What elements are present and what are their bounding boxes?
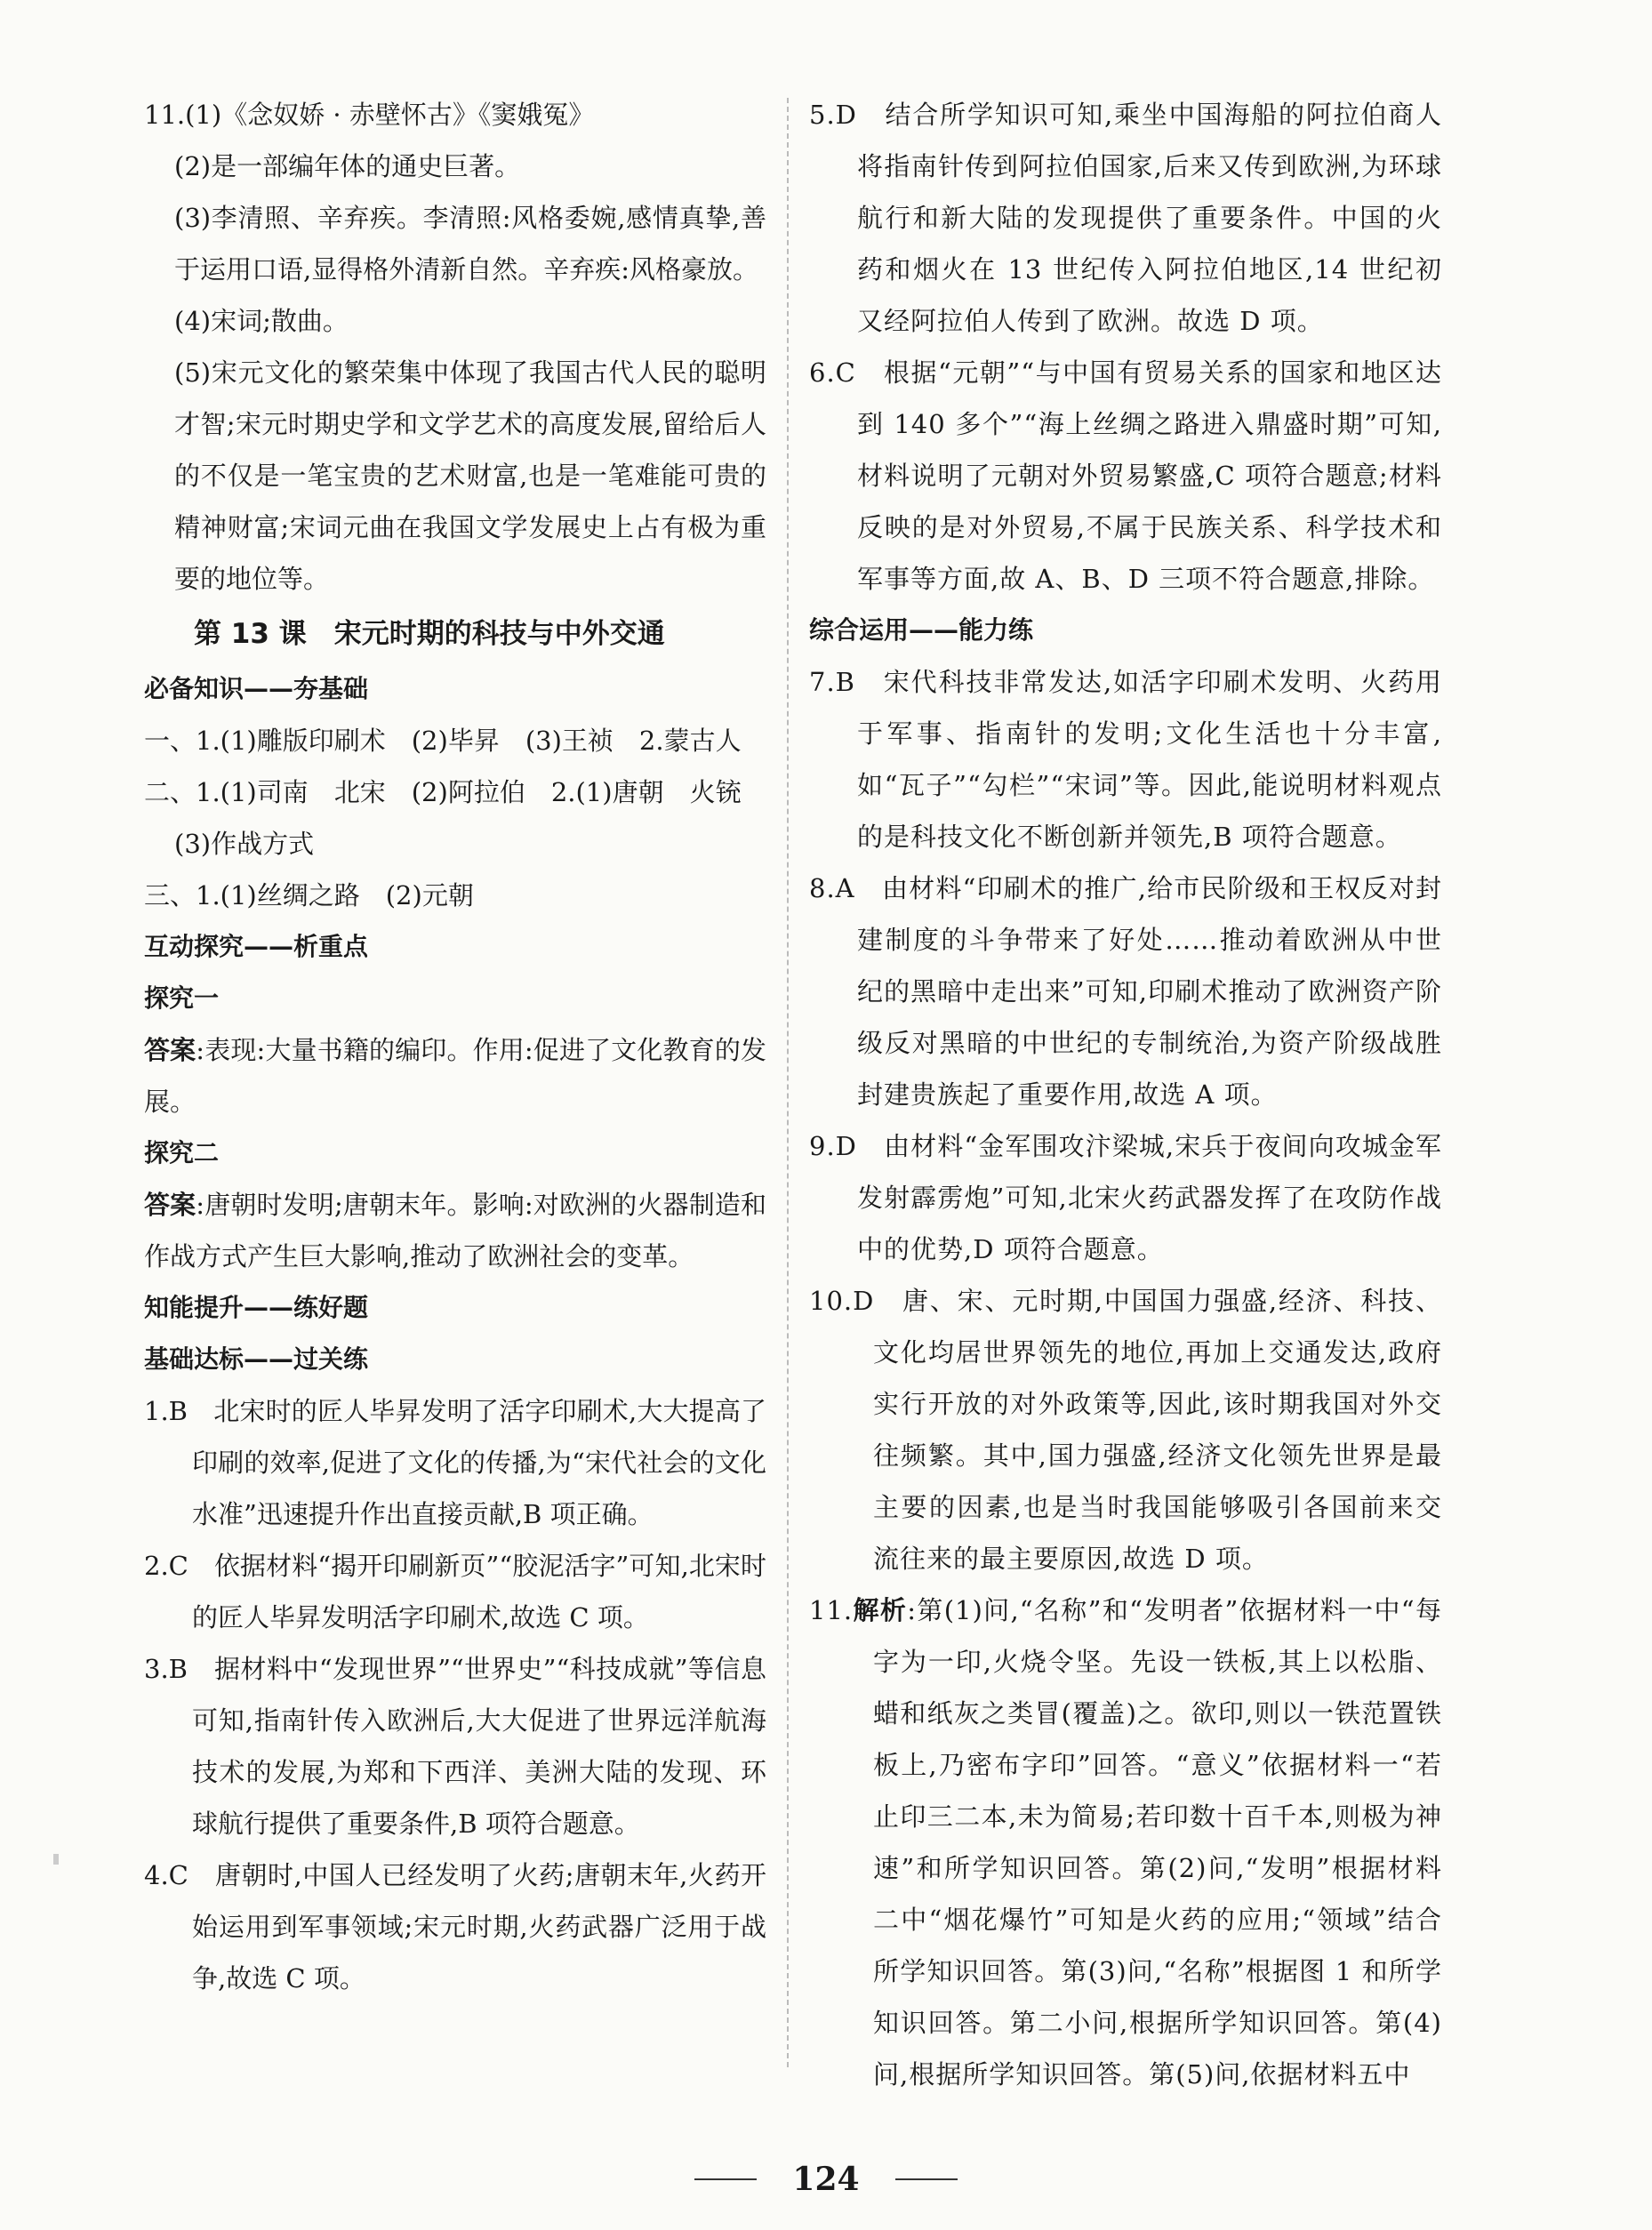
analysis-label: 解析 bbox=[853, 1595, 908, 1625]
tanjiu-2-answer bbox=[144, 1179, 766, 1282]
q11-line1: 11.(1)《念奴娇 · 赤壁怀古》《窦娥冤》 bbox=[144, 100, 595, 130]
answer-label: 答案 bbox=[144, 1190, 196, 1220]
section-heading-bixu: 必备知识——夯基础 bbox=[144, 674, 369, 703]
right-column bbox=[809, 89, 1442, 2100]
question-5: 5.D 结合所学知识可知,乘坐中国海船的阿拉伯商人将指南针传到阿拉伯国家,后来又传到欧洲,为环球航行和新大陆的发现提供了重要条件。中国的火药和烟火在 13 世纪传入阿拉伯地区,14 世纪初又经阿拉伯人传到了欧洲。故选 D 项。 bbox=[809, 100, 1442, 336]
footer-rule-left bbox=[694, 2178, 757, 2180]
question-11-analysis bbox=[809, 1584, 1442, 2100]
q11-part2: (2)是一部编年体的通史巨著。 bbox=[174, 151, 521, 181]
q11-part4: (4)宋词;散曲。 bbox=[174, 306, 349, 336]
question-8: 8.A 由材料“印刷术的推广,给市民阶级和王权反对封建制度的斗争带来了好处……推动着欧洲从中世纪的黑暗中走出来”可知,印刷术推动了欧洲资产阶级反对黑暗的中世纪的专制统治,为资产阶级战胜封建贵族起了重要作用,故选 A 项。 bbox=[809, 873, 1442, 1110]
question-7: 7.B 宋代科技非常发达,如活字印刷术发明、火药用于军事、指南针的发明;文化生活也十分丰富,如“瓦子”“勾栏”“宋词”等。因此,能说明材料观点的是科技文化不断创新并领先,B 项符合题意。 bbox=[809, 667, 1442, 852]
question-4: 4.C 唐朝时,中国人已经发明了火药;唐朝末年,火药开始运用到军事领域;宋元时期,火药武器广泛用于战争,故选 C 项。 bbox=[144, 1860, 766, 1993]
answer-label: 答案 bbox=[144, 1035, 196, 1065]
q11-part5: (5)宋元文化的繁荣集中体现了我国古代人民的聪明才智;宋元时期史学和文学艺术的高度发展,留给后人的不仅是一笔宝贵的艺术财富,也是一笔难能可贵的精神财富;宋词元曲在我国文学发展史上占有极为重要的地位等。 bbox=[174, 357, 766, 594]
answer-er-cont: (3)作战方式 bbox=[174, 829, 315, 859]
tanjiu-2-text: :唐朝时发明;唐朝末年。影响:对欧洲的火器制造和作战方式产生巨大影响,推动了欧洲社会的变革。 bbox=[144, 1190, 766, 1271]
q11-part3: (3)李清照、辛弃疾。李清照:风格委婉,感情真挚,善于运用口语,显得格外清新自然。辛弃疾:风格豪放。 bbox=[174, 203, 766, 285]
section-heading-jichu: 基础达标——过关练 bbox=[144, 1344, 369, 1374]
tanjiu-1-text: :表现:大量书籍的编印。作用:促进了文化教育的发展。 bbox=[144, 1035, 766, 1117]
question-10: 10.D 唐、宋、元时期,中国国力强盛,经济、科技、文化均居世界领先的地位,再加上交通发达,政府实行开放的对外政策等,因此,该时期我国对外交往频繁。其中,国力强盛,经济文化领先世界是最主要的因素,也是当时我国能够吸引各国前来交流往来的最主要原因,故选 D 项。 bbox=[809, 1286, 1442, 1574]
section-heading-zonghe: 综合运用——能力练 bbox=[809, 615, 1034, 645]
question-3: 3.B 据材料中“发现世界”“世界史”“科技成就”等信息可知,指南针传入欧洲后,大大促进了世界远洋航海技术的发展,为郑和下西洋、美洲大陆的发现、环球航行提供了重要条件,B 项符合题意。 bbox=[144, 1654, 766, 1839]
column-divider bbox=[787, 98, 789, 2067]
tanjiu-1-heading: 探究一 bbox=[144, 983, 220, 1013]
question-1: 1.B 北宋时的匠人毕昇发明了活字印刷术,大大提高了印刷的效率,促进了文化的传播,为“宋代社会的文化水准”迅速提升作出直接贡献,B 项正确。 bbox=[144, 1396, 766, 1529]
page-number: 124 bbox=[792, 2161, 860, 2198]
left-column bbox=[144, 89, 766, 2004]
tanjiu-1-answer bbox=[144, 1024, 766, 1127]
question-6: 6.C 根据“元朝”“与中国有贸易关系的国家和地区达到 140 多个”“海上丝绸之路进入鼎盛时期”可知,材料说明了元朝对外贸易繁盛,C 项符合题意;材料反映的是对外贸易,不属于民族关系、科学技术和军事等方面,故 A、B、D 三项不符合题意,排除。 bbox=[809, 357, 1442, 594]
answer-er: 二、1.(1)司南 北宋 (2)阿拉伯 2.(1)唐朝 火铳 bbox=[144, 777, 742, 807]
section-heading-zhineng: 知能提升——练好题 bbox=[144, 1293, 369, 1322]
q11-analysis-text: :第(1)问,“名称”和“发明者”依据材料一中“每字为一印,火烧令坚。先设一铁板,其上以松脂、蜡和纸灰之类冒(覆盖)之。欲印,则以一铁范置铁板上,乃密布字印”回答。“意义”依据材料一“若止印三二本,未为简易;若印数十百千本,则极为神速”和所学知识回答。第(2)问,“发明”根据材料二中“烟花爆竹”可知是火药的应用;“领域”结合所学知识回答。第(3)问,“名称”根据图 1 和所学知识回答。第二小问,根据所学知识回答。第(4)问,根据所学知识回答。第(5)问,依据材料五中 bbox=[873, 1595, 1442, 2090]
question-2: 2.C 依据材料“揭开印刷新页”“胶泥活字”可知,北宋时的匠人毕昇发明活字印刷术,故选 C 项。 bbox=[144, 1551, 766, 1632]
answer-yi: 一、1.(1)雕版印刷术 (2)毕昇 (3)王祯 2.蒙古人 bbox=[144, 726, 742, 756]
answer-san: 三、1.(1)丝绸之路 (2)元朝 bbox=[144, 880, 474, 910]
lesson-title: 第 13 课 宋元时期的科技与中外交通 bbox=[194, 618, 665, 650]
scan-mark bbox=[53, 1854, 59, 1865]
question-9: 9.D 由材料“金军围攻汴梁城,宋兵于夜间向攻城金军发射霹雳炮”可知,北宋火药武器发挥了在攻防作战中的优势,D 项符合题意。 bbox=[809, 1131, 1442, 1264]
tanjiu-2-heading: 探究二 bbox=[144, 1138, 220, 1167]
section-heading-hudong: 互动探究——析重点 bbox=[144, 932, 369, 961]
footer-rule-right bbox=[895, 2178, 958, 2180]
q11-number: 11. bbox=[809, 1595, 854, 1625]
page-footer bbox=[0, 2161, 1652, 2198]
